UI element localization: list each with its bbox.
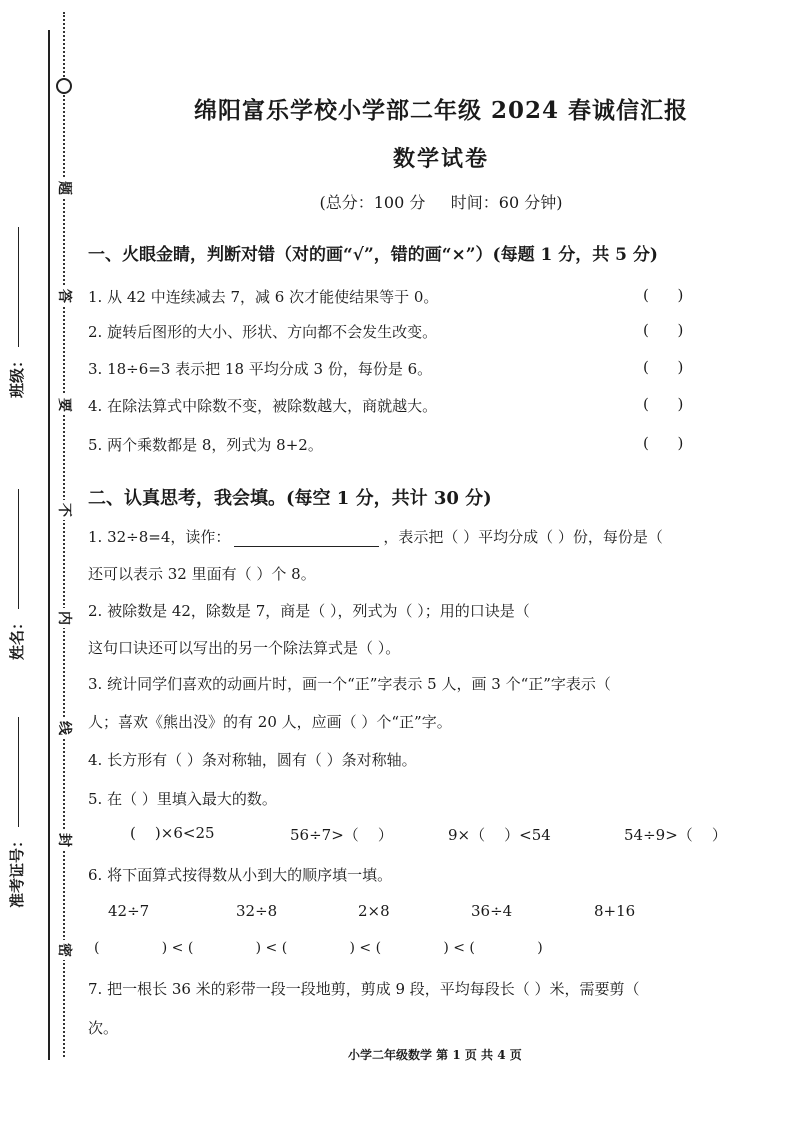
read-as-blank[interactable] [234, 532, 379, 547]
q6-expr-2: 32÷8 [236, 902, 278, 920]
q5-item-1[interactable]: ( )×6<25 [130, 824, 215, 842]
q6-order-blanks[interactable]: ( ) < ( ) < ( ) < ( ) < ( ) [94, 940, 543, 956]
fill-question-1-line1 [88, 526, 663, 547]
fill-question-6: 6. 将下面算式按得数从小到大的顺序填一填。 [88, 866, 393, 884]
fill-question-1-line2: 还可以表示 32 里面有（ ）个 8。 [88, 565, 316, 583]
page-footer: 小学二年级数学 第 1 页 共 4 页 [348, 1048, 522, 1062]
seal-char: 不 [54, 500, 74, 520]
fill-question-3-line1: 3. 统计同学们喜欢的动画片时，画一个“正”字表示 5 人，画 3 个“正”字表示（ [88, 675, 611, 693]
q6-expr-1: 42÷7 [108, 902, 150, 920]
class-label: 班级： [8, 352, 26, 398]
exam-content [88, 0, 794, 1124]
fill-question-7-line2: 次。 [88, 1019, 119, 1037]
q5-item-3[interactable]: 9×（ ）<54 [448, 826, 551, 844]
exam-subtitle: 数学试卷 [392, 146, 489, 172]
judge-answer-3[interactable]: ( ) [643, 358, 684, 376]
seal-dotted-line [63, 12, 65, 1057]
exam-number-label: 准考证号： [8, 832, 26, 908]
judge-question-1: 1. 从 42 中连续减去 7，减 6 次才能使结果等于 0。 [88, 288, 439, 306]
seal-char: 线 [54, 718, 74, 738]
score-time-info: (总分：100 分 时间：60 分钟) [319, 193, 563, 212]
exam-number-field[interactable] [6, 717, 27, 908]
binding-margin [0, 0, 78, 1060]
q6-expr-4: 36÷4 [471, 902, 513, 920]
seal-char: 密 [54, 940, 74, 960]
name-label: 姓名： [8, 614, 26, 660]
q5-item-4[interactable]: 54÷9>（ ） [624, 826, 727, 844]
judge-answer-2[interactable]: ( ) [643, 321, 684, 339]
q6-expr-3: 2×8 [358, 902, 390, 920]
binding-border-line [48, 30, 50, 1060]
fill-question-2-line1: 2. 被除数是 42，除数是 7，商是（ ），列式为（ ）；用的口诀是（ [88, 602, 530, 620]
seal-char: 答 [54, 286, 74, 306]
fill-question-1-suffix: ，表示把（ ）平均分成（ ）份，每份是（ [383, 528, 663, 546]
judge-question-5: 5. 两个乘数都是 8，列式为 8+2。 [88, 436, 323, 454]
name-field[interactable] [6, 489, 27, 660]
fill-question-5: 5. 在（ ）里填入最大的数。 [88, 790, 277, 808]
seal-circle-icon [56, 78, 72, 94]
judge-question-2: 2. 旋转后图形的大小、形状、方向都不会发生改变。 [88, 323, 438, 341]
fill-question-3-line2: 人；喜欢《熊出没》的有 20 人，应画（ ）个“正”字。 [88, 713, 452, 731]
section1-heading: 一、火眼金睛，判断对错（对的画“√”，错的画“×”）(每题 1 分，共 5 分) [88, 245, 658, 265]
q6-expr-5: 8+16 [594, 902, 636, 920]
fill-question-2-line2: 这句口诀还可以写出的另一个除法算式是（ ）。 [88, 639, 401, 657]
judge-question-4: 4. 在除法算式中除数不变，被除数越大，商就越大。 [88, 397, 438, 415]
q5-item-2[interactable]: 56÷7>（ ） [290, 826, 393, 844]
seal-char: 内 [54, 608, 74, 628]
judge-answer-5[interactable]: ( ) [643, 434, 684, 452]
fill-question-4: 4. 长方形有（ ）条对称轴，圆有（ ）条对称轴。 [88, 751, 417, 769]
name-underline[interactable] [18, 489, 19, 609]
class-underline[interactable] [18, 227, 19, 347]
exam-title: 绵阳富乐学校小学部二年级 2024 春诚信汇报 [193, 97, 689, 124]
class-field[interactable] [6, 227, 27, 398]
seal-char: 要 [54, 395, 74, 415]
section2-heading: 二、认真思考，我会填。(每空 1 分，共计 30 分) [88, 488, 492, 509]
judge-question-3: 3. 18÷6=3 表示把 18 平均分成 3 份，每份是 6。 [88, 360, 433, 378]
fill-question-7-line1: 7. 把一根长 36 米的彩带一段一段地剪，剪成 9 段，平均每段长（ ）米，需要剪（ [88, 980, 640, 998]
judge-answer-4[interactable]: ( ) [643, 395, 684, 413]
seal-char: 封 [54, 830, 74, 850]
judge-answer-1[interactable]: ( ) [643, 286, 684, 304]
exam-number-underline[interactable] [18, 717, 19, 827]
seal-char: 题 [54, 178, 74, 198]
fill-question-1-prefix: 1. 32÷8=4，读作： [88, 528, 231, 546]
